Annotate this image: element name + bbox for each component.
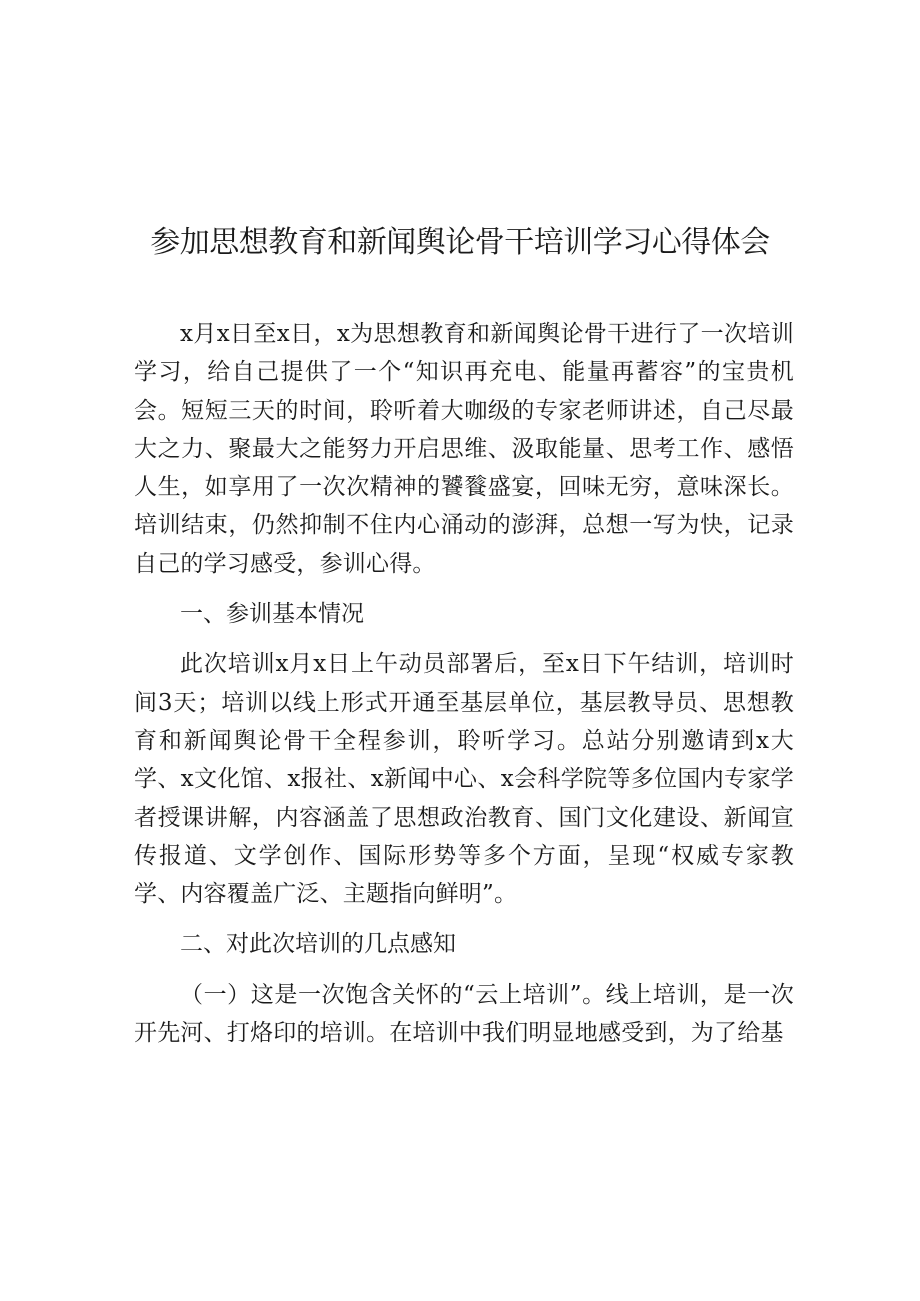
training-overview-paragraph: 此次培训x月x日上午动员部署后，至x日下午结训，培训时间3天；培训以线上形式开通至基层单位，基层教导员、思想教育和新闻舆论骨干全程参训，聆听学习。总站分别邀请到x大学、x文化馆、x报社、x新闻中心、x会科学院等多位国内专家学者授课讲解，内容涵盖了思想政治教育、国门文化建设、新闻宣传报道、文学创作、国际形势等多个方面，呈现“权威专家教学、内容覆盖广泛、主题指向鲜明”。 [134,651,794,908]
subsection-paragraph-1: （一）这是一次饱含关怀的“云上培训”。线上培训，是一次开先河、打烙印的培训。在培训中我们明显地感受到，为了给基 [134,981,794,1047]
section-heading-1: 一、参训基本情况 [180,601,364,628]
intro-paragraph: x月x日至x日，x为思想教育和新闻舆论骨干进行了一次培训学习，给自己提供了一个“知识再充电、能量再蓄容”的宝贵机会。短短三天的时间，聆听着大咖级的专家老师讲述，自己尽最大之力、聚最大之能努力开启思维、汲取能量、思考工作、感悟人生，如享用了一次次精神的饕餮盛宴，回味无穷，意味深长。培训结束，仍然抑制不住内心涌动的澎湃，总想一写为快，记录自己的学习感受，参训心得。 [134,321,794,577]
document-body [134,315,794,1052]
section-heading-2: 二、对此次培训的几点感知 [180,931,456,958]
document-title: 参加思想教育和新闻舆论骨干培训学习心得体会 [150,225,770,260]
